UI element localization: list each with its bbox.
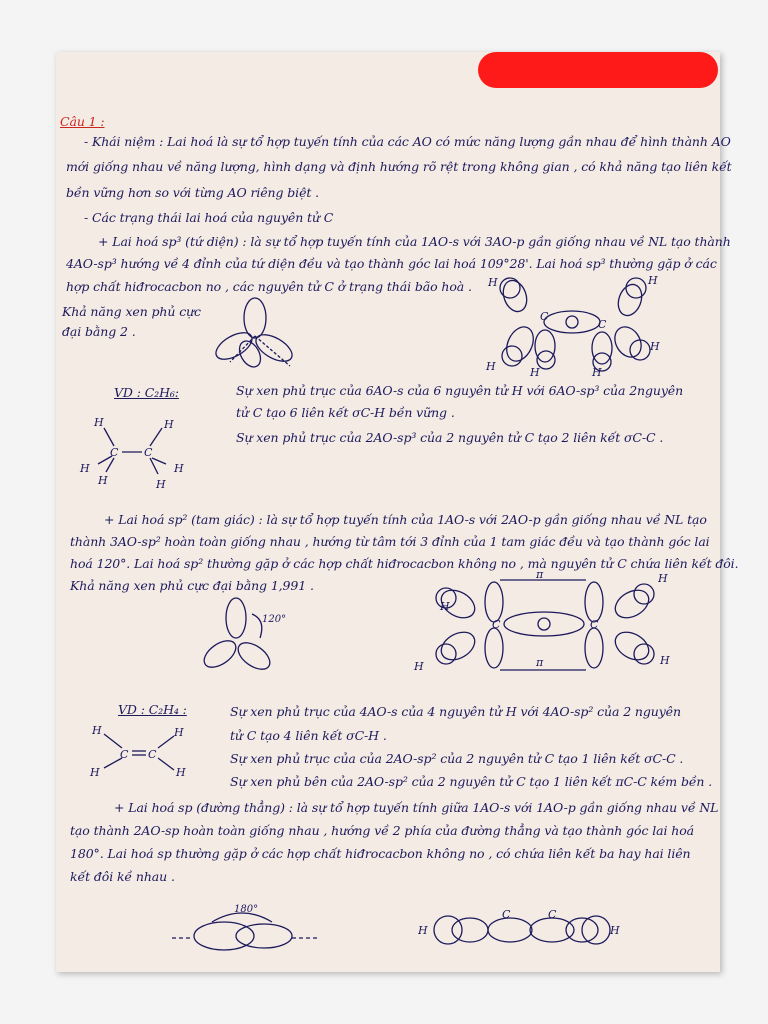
text-line: tử C tạo 4 liên kết σC-H .	[230, 728, 387, 743]
atom-label: H	[156, 478, 166, 491]
example-label: VD : C₂H₄ :	[118, 702, 187, 717]
pi-label: π	[536, 656, 544, 669]
atom-label: C	[492, 618, 501, 631]
atom-label: H	[174, 726, 184, 739]
atom-label: C	[590, 618, 599, 631]
text-line: + Lai hoá sp (đường thẳng) : là sự tổ hợp tuyến tính giữa 1AO-s với 1AO-p gần giống nhau về NL	[114, 800, 719, 815]
atom-label: C	[110, 446, 119, 459]
angle-label: 120°	[262, 614, 287, 625]
text-line: Sự xen phủ bên của 2AO-sp² của 2 nguyên tử C tạo 1 liên kết πC-C kém bền .	[230, 774, 713, 789]
text-line: thành 3AO-sp² hoàn toàn giống nhau , hướng từ tâm tới 3 đỉnh của 1 tam giác đều và tạo thành góc lai	[70, 534, 710, 549]
example-label: VD : C₂H₆:	[114, 385, 179, 400]
text-line: Sự xen phủ trục của 6AO-s của 6 nguyên tử H với 6AO-sp³ của 2nguyên	[236, 383, 684, 398]
atom-label: H	[174, 462, 184, 475]
text-line: bền vững hơn so với từng AO riêng biệt .	[66, 185, 320, 200]
text-line: Sự xen phủ trục của 4AO-s của 4 nguyên tử H với 4AO-sp² của 2 nguyên	[230, 704, 681, 719]
atom-label: H	[440, 600, 450, 613]
pi-label: π	[536, 568, 544, 581]
text-line: Khả năng xen phủ cực đại bằng 1,991 .	[70, 578, 314, 593]
sp2-orbital-sketch	[200, 596, 290, 686]
text-line: kết đôi kề nhau .	[70, 869, 175, 884]
atom-label: H	[94, 416, 104, 429]
atom-label: H	[90, 766, 100, 779]
atom-label: C	[540, 310, 549, 323]
ethane-structure	[76, 410, 196, 490]
atom-label: H	[98, 474, 108, 487]
text-line: tử C tạo 6 liên kết σC-H bền vững .	[236, 405, 455, 420]
text-line: mới giống nhau về năng lượng, hình dạng và định hướng rõ rệt trong không gian , có khả năng tạo liên kết	[66, 159, 732, 174]
text-line: 180°. Lai hoá sp thường gặp ở các hợp chất hiđrocacbon không no , có chứa liên kết ba hay hai liên	[70, 846, 691, 861]
atom-label: H	[488, 276, 498, 289]
ethylene-structure	[86, 722, 196, 782]
ethane-orbital-sketch	[480, 270, 670, 378]
atom-label: H	[486, 360, 496, 373]
redaction-mark	[478, 52, 718, 88]
atom-label: C	[548, 908, 557, 921]
text-line: + Lai hoá sp³ (tứ diện) : là sự tổ hợp tuyến tính của 1AO-s với 3AO-p gần giống nhau về NL tạo thành	[98, 234, 731, 249]
text-line: Sự xen phủ trục của của 2AO-sp² của 2 nguyên tử C tạo 1 liên kết σC-C .	[230, 751, 684, 766]
atom-label: H	[658, 572, 668, 585]
text-line: hoá 120°. Lai hoá sp² thường gặp ở các hợp chất hiđrocacbon không no , mà nguyên tử C chứa liên kết đôi.	[70, 556, 739, 571]
text-line: đại bằng 2 .	[62, 324, 136, 339]
text-line: - Các trạng thái lai hoá của nguyên tử C	[84, 210, 334, 225]
question-heading: Câu 1 :	[60, 114, 105, 129]
atom-label: H	[660, 654, 670, 667]
text-line: - Khái niệm : Lai hoá là sự tổ hợp tuyến tính của các AO có mức năng lượng gần nhau để hình thành AO	[84, 134, 731, 149]
text-line: hợp chất hiđrocacbon no , các nguyên tử C ở trạng thái bão hoà .	[66, 279, 472, 294]
atom-label: C	[148, 748, 157, 761]
angle-label: 180°	[234, 904, 259, 915]
atom-label: C	[502, 908, 511, 921]
atom-label: H	[80, 462, 90, 475]
acetylene-orbital-sketch	[414, 906, 624, 956]
atom-label: H	[92, 724, 102, 737]
text-line: + Lai hoá sp² (tam giác) : là sự tổ hợp tuyến tính của 1AO-s với 2AO-p gần giống nhau về NL tạo	[104, 512, 707, 527]
text-line: 4AO-sp³ hướng về 4 đỉnh của tứ diện đều và tạo thành góc lai hoá 109°28'. Lai hoá sp³ thường gặp ở các	[66, 256, 717, 271]
atom-label: H	[414, 660, 424, 673]
atom-label: H	[650, 340, 660, 353]
text-line: Khả năng xen phủ cực	[62, 304, 201, 319]
atom-label: H	[418, 924, 428, 937]
text-line: Sự xen phủ trục của 2AO-sp³ của 2 nguyên tử C tạo 2 liên kết σC-C .	[236, 430, 664, 445]
atom-label: C	[120, 748, 129, 761]
atom-label: H	[530, 366, 540, 379]
atom-label: C	[598, 318, 607, 331]
text-line: tạo thành 2AO-sp hoàn toàn giống nhau , hướng về 2 phía của đường thẳng và tạo thành góc lai hoá	[70, 823, 694, 838]
atom-label: C	[144, 446, 153, 459]
atom-label: H	[176, 766, 186, 779]
sp3-orbital-sketch	[210, 296, 300, 372]
atom-label: H	[164, 418, 174, 431]
atom-label: H	[592, 366, 602, 379]
ethylene-orbital-sketch	[410, 566, 680, 686]
atom-label: H	[648, 274, 658, 287]
sp-orbital-sketch	[172, 900, 322, 960]
atom-label: H	[610, 924, 620, 937]
